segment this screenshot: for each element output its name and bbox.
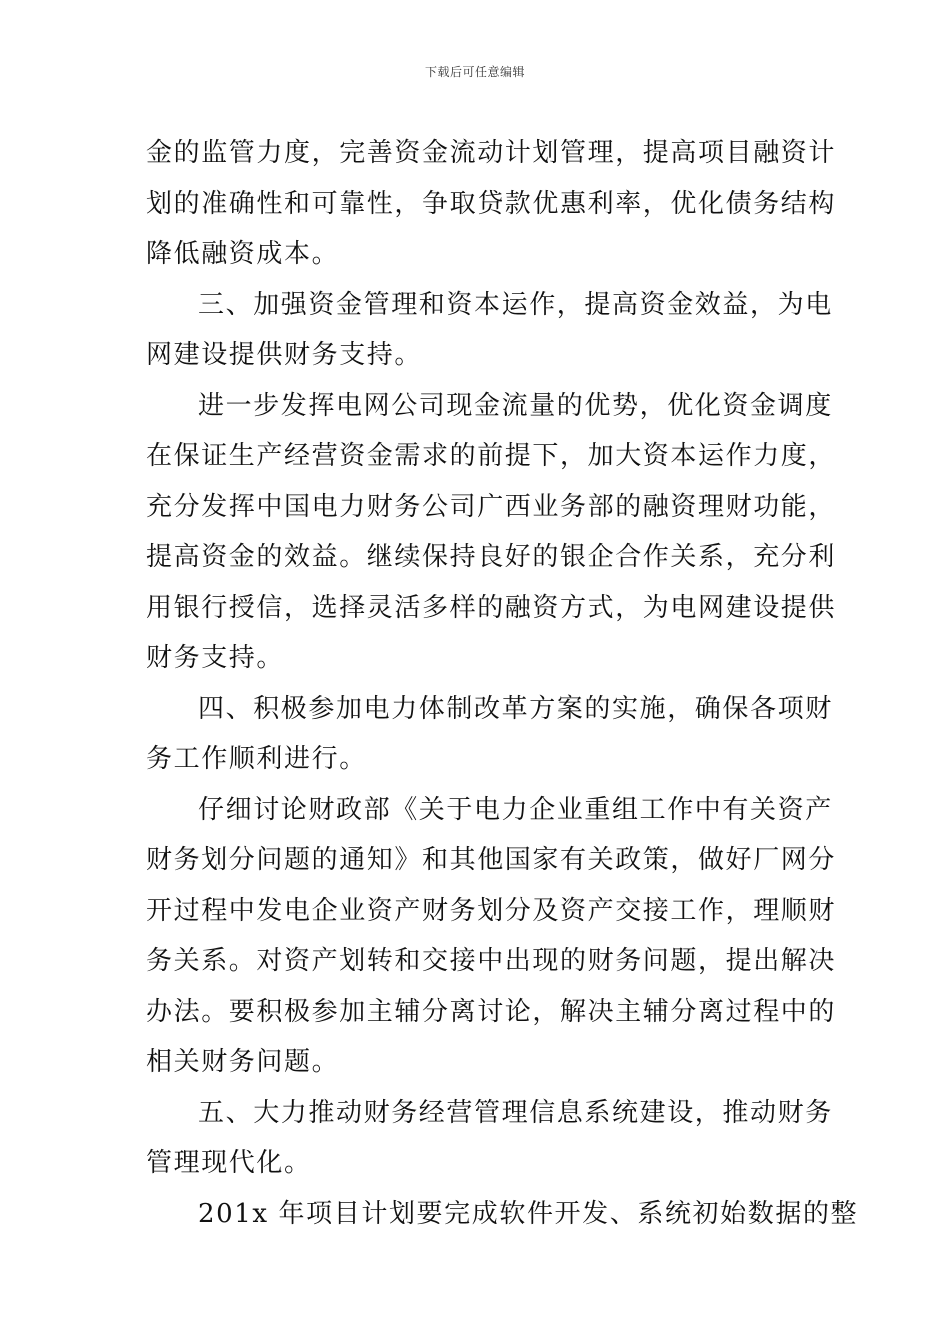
text-line: 务关系。对资产划转和交接中出现的财务问题，提出解决 [146, 946, 837, 976]
text-line: 充分发挥中国电力财务公司广西业务部的融资理财功能， [146, 491, 837, 522]
section-heading-line: 网建设提供财务支持。 [146, 340, 423, 370]
text-line: 财务划分问题的通知》和其他国家有关政策，做好厂网分 [146, 845, 837, 875]
section-heading-line: 三、加强资金管理和资本运作，提高资金效益，为电 [198, 289, 833, 320]
text-line: 金的监管力度，完善资金流动计划管理，提高项目融资计 [146, 138, 837, 168]
section-heading-line: 务工作顺利进行。 [146, 744, 367, 774]
text-line: 财务支持。 [146, 643, 285, 673]
text-line: 用银行授信，选择灵活多样的融资方式，为电网建设提供 [146, 592, 837, 623]
section-heading-line: 四、积极参加电力体制改革方案的实施，确保各项财 [198, 693, 833, 724]
text-line: 划的准确性和可靠性，争取贷款优惠利率，优化债务结构 [146, 188, 837, 219]
section-heading-line: 管理现代化。 [146, 1148, 312, 1178]
text-line: 降低融资成本。 [146, 239, 340, 269]
text-line: 仔细讨论财政部《关于电力企业重组工作中有关资产 [198, 794, 833, 825]
text-line: 开过程中发电企业资产财务划分及资产交接工作，理顺财 [146, 895, 837, 926]
document-body [146, 128, 859, 1239]
section-heading-line: 五、大力推动财务经营管理信息系统建设，推动财务 [198, 1097, 833, 1128]
text-line: 相关财务问题。 [146, 1047, 340, 1077]
text-line: 201x 年项目计划要完成软件开发、系统初始数据的整 [198, 1198, 859, 1229]
text-line: 进一步发挥电网公司现金流量的优势，优化资金调度 [198, 390, 833, 421]
text-line: 办法。要积极参加主辅分离讨论，解决主辅分离过程中的 [146, 996, 837, 1027]
text-line: 提高资金的效益。继续保持良好的银企合作关系，充分利 [146, 542, 837, 572]
page-header: 下载后可任意编辑 [424, 65, 525, 79]
text-line: 在保证生产经营资金需求的前提下，加大资本运作力度， [146, 441, 837, 471]
